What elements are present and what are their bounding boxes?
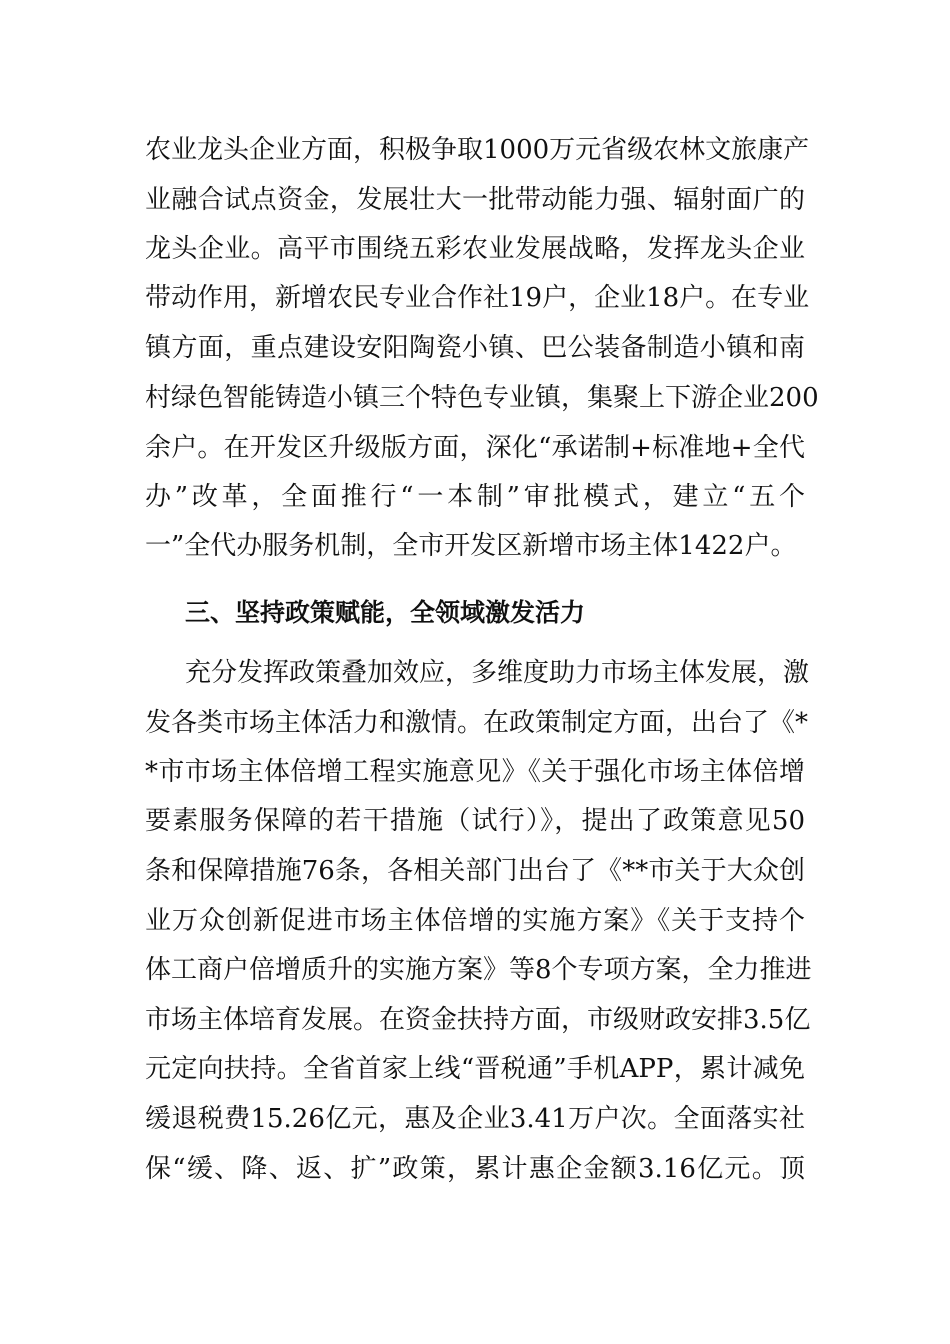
paragraph2-line-2: 发各类市场主体活力和激情。在政策制定方面，出台了《* [145, 708, 809, 738]
paragraph2-line-1: 充分发挥政策叠加效应，多维度助力市场主体发展，激 [185, 658, 810, 688]
paragraph2-line-11: 保“缓、降、返、扩”政策，累计惠企金额3.16亿元。顶 [145, 1154, 805, 1184]
paragraph2-line-9: 元定向扶持。全省首家上线“晋税通”手机APP，累计减免 [145, 1054, 805, 1084]
paragraph2-line-6: 业万众创新促进市场主体倍增的实施方案》《关于支持个 [145, 906, 805, 936]
paragraph2-line-8: 市场主体培育发展。在资金扶持方面，市级财政安排3.5亿 [145, 1005, 811, 1035]
paragraph1-line-4: 带动作用，新增农民专业合作社19户，企业18户。在专业 [145, 283, 810, 313]
paragraph1-line-9: 一”全代办服务机制，全市开发区新增市场主体1422户。 [145, 531, 797, 561]
paragraph1-line-8: 办”改革，全面推行“一本制”审批模式，建立“五个 [145, 482, 805, 512]
paragraph1-line-7: 余户。在开发区升级版方面，深化“承诺制+标准地+全代 [145, 433, 805, 463]
paragraph2-line-4: 要素服务保障的若干措施（试行）》，提出了政策意见50 [145, 806, 805, 836]
paragraph1-line-5: 镇方面，重点建设安阳陶瓷小镇、巴公装备制造小镇和南 [145, 333, 805, 363]
paragraph2-line-3: *市市场主体倍增工程实施意见》《关于强化市场主体倍增 [145, 757, 805, 787]
section-heading: 三、坚持政策赋能，全领域激发活力 [185, 598, 586, 627]
paragraph2-line-5: 条和保障措施76条，各相关部门出台了《**市关于大众创 [145, 856, 805, 886]
paragraph2-line-7: 体工商户倍增质升的实施方案》等8个专项方案，全力推进 [145, 955, 812, 985]
paragraph1-line-3: 龙头企业。高平市围绕五彩农业发展战略，发挥龙头企业 [145, 234, 805, 264]
paragraph1-line-1: 农业龙头企业方面，积极争取1000万元省级农林文旅康产 [145, 135, 810, 165]
paragraph1-line-2: 业融合试点资金，发展壮大一批带动能力强、辐射面广的 [145, 185, 805, 215]
paragraph2-line-10: 缓退税费15.26亿元，惠及企业3.41万户次。全面落实社 [145, 1104, 805, 1134]
paragraph1-line-6: 村绿色智能铸造小镇三个特色专业镇，集聚上下游企业200 [145, 383, 819, 413]
